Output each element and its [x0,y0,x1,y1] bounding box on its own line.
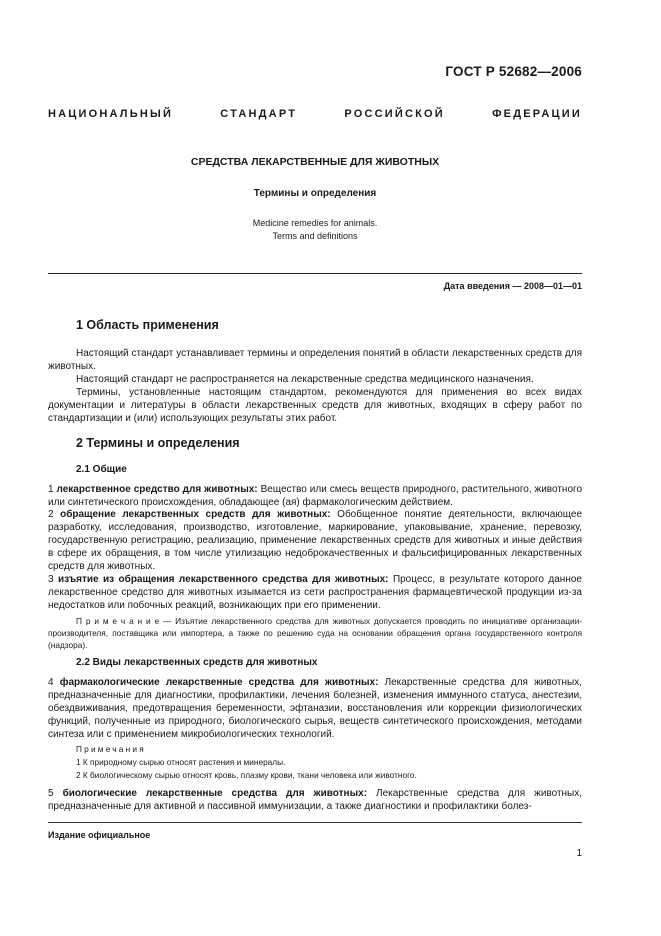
term-4-name: фармакологические лекарственные средства для животных: [59,677,379,688]
national-standard-word-2: СТАНДАРТ [220,108,298,120]
term-2-definition: Обобщенное понятие деятельности, включающее разработку, исследования, производство, изготовление, маркирование, упаковывание, хранение, перевозку, государственную регистрацию, реализацию, применение лекарственных средств для животных и иные действия в сфере их обращения, в том числе утилизацию недоброкачественных и фальсифицированных лекарственных средств для животных. [48,509,583,572]
term-3-note-text: Изъятие лекарственного средства для животных допускается проводить по инициативе организации-производителя, поставщика или импортера, а также по решению суда на основании обращения органа государственного контроля (надзора). [48,616,582,650]
term-1 [48,483,582,509]
national-standard-heading [48,108,582,120]
term-5-number: 5 [48,788,54,799]
english-title-line-2: Terms and definitions [272,231,358,241]
term-4-notes-heading: Примечания [76,744,146,754]
term-3 [48,573,582,612]
section-1-paragraph-2: Настоящий стандарт не распространяется на лекарственные средства медицинского назначения. [76,374,534,385]
national-standard-word-4: ФЕДЕРАЦИИ [492,108,582,120]
subsection-2-1-title: 2.1 Общие [76,464,127,475]
term-5-definition: Лекарственные средства для животных, предназначенные для активной и пассивной иммунизации, а также диагностики и профилактики болез- [48,788,583,812]
term-5 [48,787,582,813]
term-4-definition: Лекарственные средства для животных, предназначенные для диагностики, профилактики, лечения болезней, изменения иммунного статуса, анестезии, обездвиживания, предотвращения беременности, эфтаназии, восстановления или коррекции физиологических функций, полученные из природного, биологического сырья, веществ синтетического происхождения, методами синтеза или с применением микробиологических технологий. [48,677,582,740]
term-1-name: лекарственное средство для животных: [56,484,258,495]
term-4-note-2: 2 К биологическому сырью относят кровь, плазму крови, ткани человека или животного. [76,770,417,780]
introduction-date: Дата введения — 2008—01—01 [443,281,582,291]
footer-divider [48,822,582,823]
term-2 [48,508,582,573]
edition-label: Издание официальное [48,830,151,840]
term-3-note-label: П р и м е ч а н и е — [76,616,172,626]
english-title-line-1: Medicine remedies for animals. [252,218,378,228]
section-1-title: 1 Область применения [76,318,219,332]
national-standard-word-1: НАЦИОНАЛЬНЫЙ [48,108,174,120]
term-3-note [48,615,582,651]
term-4-number: 4 [48,677,54,688]
term-3-definition: Процесс, в результате которого данное лекарственное средство для животных изымается из сети распространения фармацевтической продукции из-за недостатков или побочных реакций, возникающих при его применении. [48,574,582,611]
section-2-title: 2 Термины и определения [76,436,240,450]
subsection-2-2-title: 2.2 Виды лекарственных средств для животных [76,657,318,668]
header-divider [48,273,582,274]
national-standard-word-3: РОССИЙСКОЙ [344,108,445,120]
term-1-number: 1 [48,484,54,495]
document-number: ГОСТ Р 52682—2006 [445,64,582,79]
term-1-definition: Вещество или смесь веществ природного, растительного, животного или синтетического происхождения, обладающее (ая) фармакологическим действием. [48,484,583,508]
term-4 [48,676,582,741]
term-2-number: 2 [48,509,54,520]
document-title: СРЕДСТВА ЛЕКАРСТВЕННЫЕ ДЛЯ ЖИВОТНЫХ [190,156,440,168]
term-5-name: биологические лекарственные средства для животных: [62,788,368,799]
page-number: 1 [576,848,582,859]
section-1-paragraph-1: Настоящий стандарт устанавливает термины и определения понятий в области лекарственных средств для животных. [48,348,582,372]
term-2-name: обращение лекарственных средств для животных: [60,509,331,520]
term-3-number: 3 [48,574,54,585]
document-subtitle: Термины и определения [253,188,377,199]
section-1-paragraph-3: Термины, установленные настоящим стандартом, рекомендуются для применения во всех видах документации и литературы в области лекарственных средств для животных, входящих в сферу работ по стандартизации и (или) использующих результаты этих работ. [48,387,582,424]
term-4-note-1: 1 К природному сырью относят растения и минералы. [76,757,286,767]
term-3-name: изъятие из обращения лекарственного средства для животных: [57,574,389,585]
